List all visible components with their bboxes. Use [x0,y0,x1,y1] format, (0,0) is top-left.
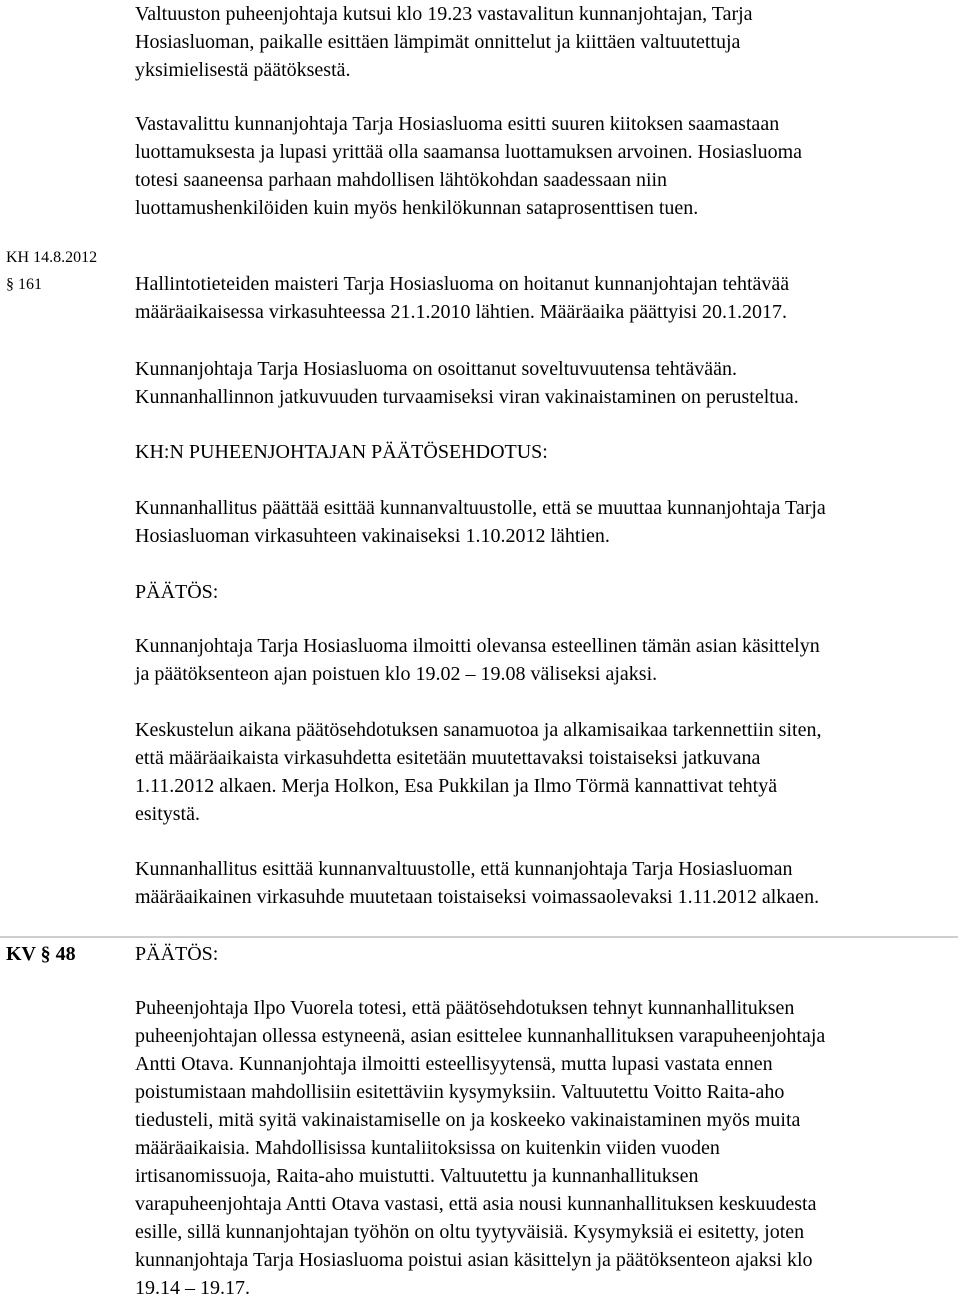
kh-decision-heading: PÄÄTÖS: [135,581,219,603]
kh-paragraph-2 [135,355,957,411]
kh-paragraph-1 [135,270,957,326]
text-line: Kunnanhallinnon jatkuvuuden turvaamiseksi viran vakinaistaminen on perusteltua. [135,386,799,408]
text-line: poistumistaan mahdollisiin esitettäviin kysymyksiin. Valtuutettu Voitto Raita-aho [135,1081,785,1103]
text-line: 19.14 – 19.17. [135,1277,250,1299]
kv-decision-heading: PÄÄTÖS: [135,943,219,965]
kv-paragraph-1 [135,994,957,1302]
text-line: tiedusteli, mitä syitä vakinaistamiselle on ja koskeeko vakinaistaminen myös muita [135,1109,801,1131]
text-line: määräaikaisessa virkasuhteessa 21.1.2010 lähtien. Määräaika päättyisi 20.1.2017. [135,301,788,323]
intro-paragraph-1 [135,0,957,84]
kv-section-label: KV § 48 [6,943,76,965]
proposal-heading: KH:N PUHEENJOHTAJAN PÄÄTÖSEHDOTUS: [135,441,548,463]
text-line: Antti Otava. Kunnanjohtaja ilmoitti esteellisyytensä, mutta lupasi vastata ennen [135,1053,773,1075]
text-line: luottamushenkilöiden kuin myös henkilökunnan sataprosenttisen tuen. [135,197,699,219]
text-line: määräaikaisia. Mahdollisissa kuntaliitoksissa on kuitenkin viiden vuoden [135,1137,720,1159]
kh-section-label: § 161 [6,276,42,293]
text-line: Hallintotieteiden maisteri Tarja Hosiasluoma on hoitanut kunnanjohtajan tehtävää [135,273,790,295]
text-line: totesi saaneensa parhaan mahdollisen lähtökohdan saadessaan niin [135,169,668,191]
text-line: puheenjohtajan ollessa estyneenä, asian esittelee kunnanhallituksen varapuheenjohtaja [135,1025,826,1047]
text-line: Puheenjohtaja Ilpo Vuorela totesi, että päätösehdotuksen tehnyt kunnanhallituksen [135,997,795,1019]
text-line: irtisanomissuoja, Raita-aho muistutti. Valtuutettu ja kunnanhallituksen [135,1165,699,1187]
text-line: Keskustelun aikana päätösehdotuksen sanamuotoa ja alkamisaikaa tarkennettiin siten, [135,719,822,741]
text-line: yksimielisestä päätöksestä. [135,59,351,81]
proposal-paragraph [135,494,957,550]
text-line: Kunnanjohtaja Tarja Hosiasluoma on osoittanut soveltuvuutensa tehtävään. [135,358,737,380]
text-line: ja päätöksenteon ajan poistuen klo 19.02 – 19.08 väliseksi ajaksi. [135,663,658,685]
kh-decision-paragraph-1 [135,632,957,688]
section-divider [0,936,958,938]
text-line: Kunnanhallitus päättää esittää kunnanvaltuustolle, että se muuttaa kunnanjohtaja Tarja [135,497,826,519]
text-line: esille, sillä kunnanjohtajan työhön on oltu tyytyväisiä. Kysymyksiä ei esitetty, joten [135,1221,805,1243]
text-line: esitystä. [135,803,200,825]
text-line: Valtuuston puheenjohtaja kutsui klo 19.23 vastavalitun kunnanjohtajan, Tarja [135,3,753,25]
text-line: Kunnanjohtaja Tarja Hosiasluoma ilmoitti olevansa esteellinen tämän asian käsittelyn [135,635,820,657]
intro-paragraph-2 [135,110,957,222]
text-line: Hosiasluoman, paikalle esittäen lämpimät onnittelut ja kiittäen valtuutettuja [135,31,741,53]
text-line: Kunnanhallitus esittää kunnanvaltuustolle, että kunnanjohtaja Tarja Hosiasluoman [135,858,793,880]
text-line: luottamuksesta ja lupasi yrittää olla saamansa luottamuksen arvoinen. Hosiasluoma [135,141,803,163]
text-line: kunnanjohtaja Tarja Hosiasluoma poistui asian käsittelyn ja päätöksenteon ajaksi klo [135,1249,813,1271]
text-line: että määräaikaista virkasuhdetta esitetään muutettavaksi toistaiseksi jatkuvana [135,747,761,769]
kh-decision-paragraph-3 [135,855,957,911]
text-line: varapuheenjohtaja Antti Otava vastasi, että asia nousi kunnanhallituksen keskuudesta [135,1193,817,1215]
kh-decision-paragraph-2 [135,716,957,828]
kh-date-label: KH 14.8.2012 [6,249,98,266]
text-line: määräaikainen virkasuhde muutetaan toistaiseksi voimassaolevaksi 1.11.2012 alkaen. [135,886,820,908]
text-line: Hosiasluoman virkasuhteen vakinaiseksi 1.10.2012 lähtien. [135,525,610,547]
text-line: 1.11.2012 alkaen. Merja Holkon, Esa Pukkilan ja Ilmo Törmä kannattivat tehtyä [135,775,778,797]
text-line: Vastavalittu kunnanjohtaja Tarja Hosiasluoma esitti suuren kiitoksen saamastaan [135,113,780,135]
